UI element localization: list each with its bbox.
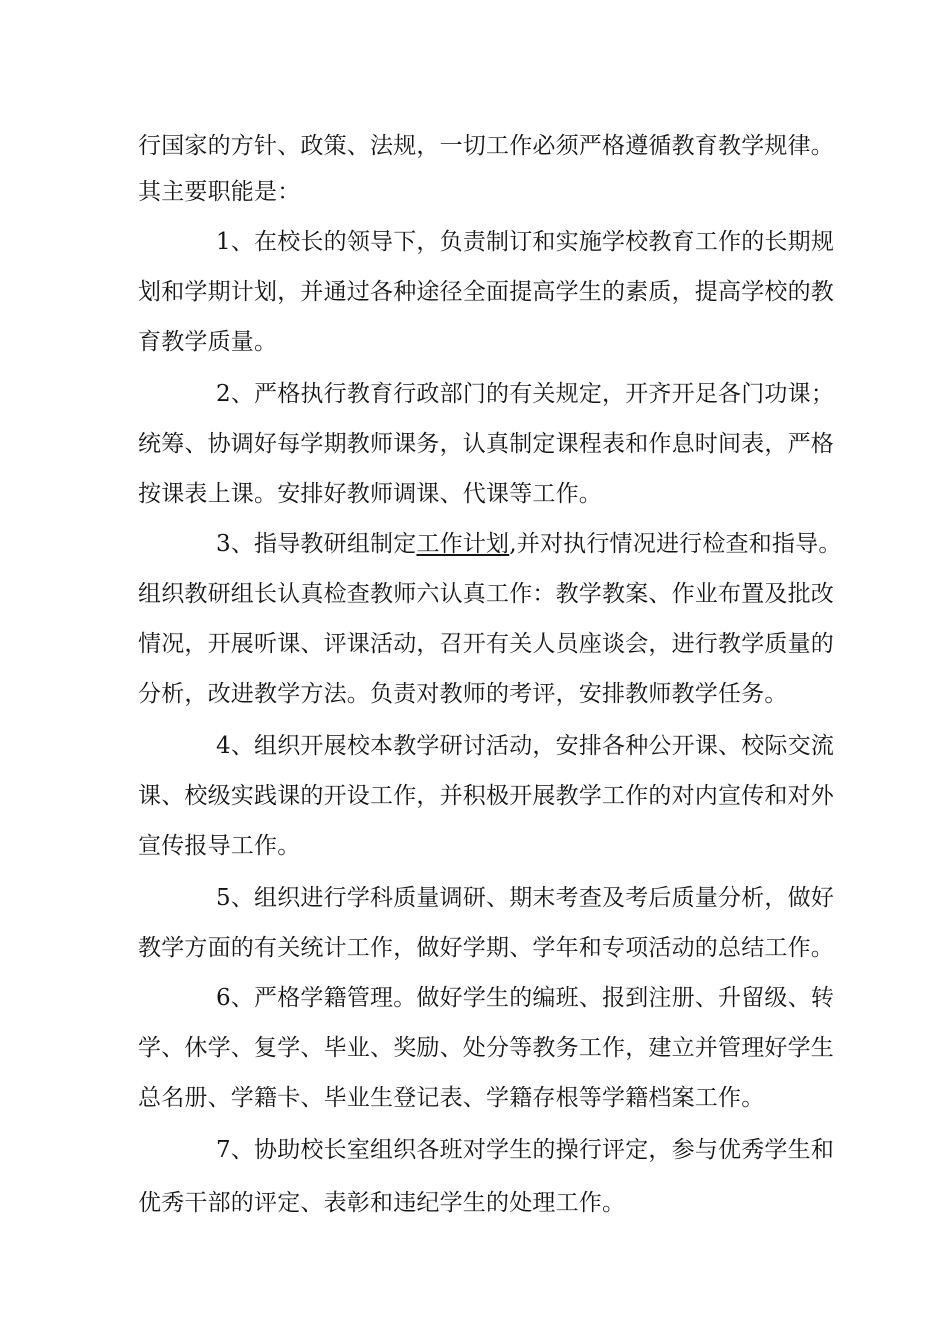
item-1-line-1: 1、在校长的领导下，负责制订和实施学校教育工作的长期规	[216, 229, 835, 255]
intro-line-1: 行国家的方针、政策、法规，一切工作必须严格遵循教育教学规律。	[138, 133, 834, 159]
item-6-line-1: 6、严格学籍管理。做好学生的编班、报到注册、升留级、转	[216, 985, 835, 1011]
item-5-line-2: 教学方面的有关统计工作，做好学期、学年和专项活动的总结工作。	[138, 935, 834, 961]
work-plan-link[interactable]: 工作计划	[416, 531, 510, 557]
item-2-line-2: 统筹、协调好每学期教师课务，认真制定课程表和作息时间表，严格	[138, 431, 834, 457]
item-4-line-3: 宣传报导工作。	[138, 833, 301, 859]
item-6-line-3: 总名册、学籍卡、毕业生登记表、学籍存根等学籍档案工作。	[138, 1085, 765, 1111]
item-3-line-1	[216, 529, 842, 559]
item-2-line-3: 按课表上课。安排好教师调课、代课等工作。	[138, 481, 602, 507]
item-1-line-3: 育教学质量。	[138, 329, 278, 355]
item-6-line-2: 学、休学、复学、毕业、奖励、处分等教务工作，建立并管理好学生	[138, 1035, 834, 1061]
item-2-line-1: 2、严格执行教育行政部门的有关规定，开齐开足各门功课；	[216, 381, 835, 407]
item-3-line-4: 分析，改进教学方法。负责对教师的考评，安排教师教学任务。	[138, 681, 788, 707]
item-4-line-1: 4、组织开展校本教学研讨活动，安排各种公开课、校际交流	[216, 733, 835, 759]
intro-line-2: 其主要职能是：	[138, 179, 301, 205]
item-3-prefix: 3、指导教研组制定	[216, 531, 417, 557]
item-1-line-2: 划和学期计划，并通过各种途径全面提高学生的素质，提高学校的教	[138, 279, 834, 305]
item-7-line-1: 7、协助校长室组织各班对学生的操行评定，参与优秀学生和	[216, 1137, 835, 1163]
item-5-line-1: 5、组织进行学科质量调研、期末考查及考后质量分析，做好	[216, 885, 835, 911]
item-3-line-3: 情况，开展听课、评课活动，召开有关人员座谈会，进行教学质量的	[138, 631, 834, 657]
item-3-suffix: ,并对执行情况进行检查和指导。	[509, 531, 842, 557]
item-4-line-2: 课、校级实践课的开设工作，并积极开展教学工作的对内宣传和对外	[138, 783, 834, 809]
item-3-line-2: 组织教研组长认真检查教师六认真工作：教学教案、作业布置及批改	[138, 581, 834, 607]
item-7-line-2: 优秀干部的评定、表彰和违纪学生的处理工作。	[138, 1190, 626, 1216]
